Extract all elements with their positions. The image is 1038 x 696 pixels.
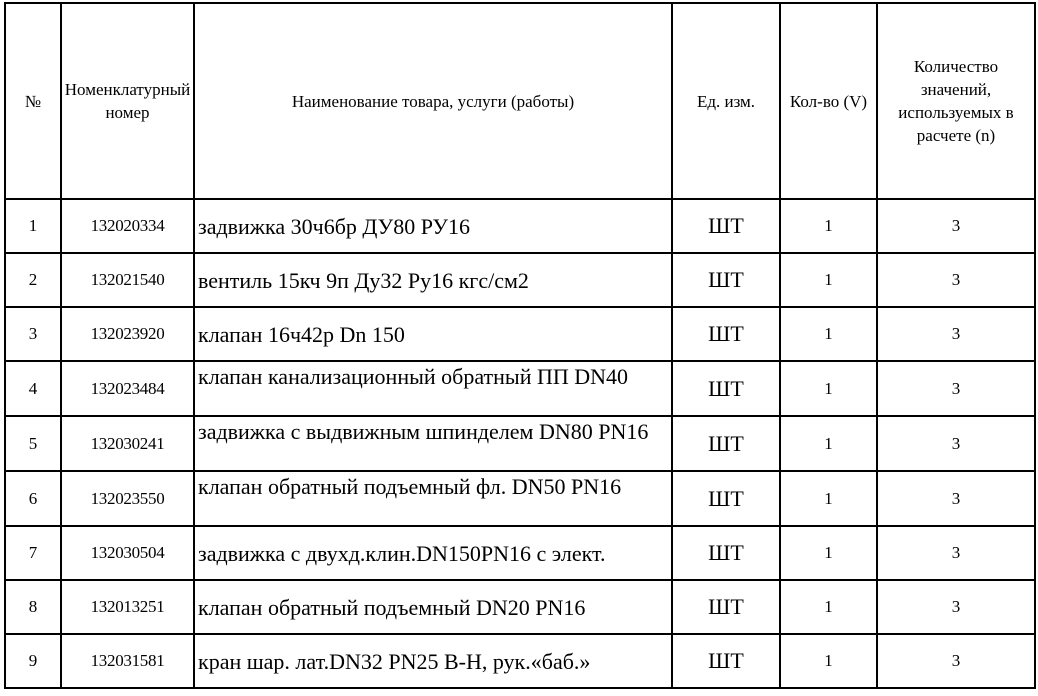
row-quantity: 1 [780, 580, 877, 634]
row-unit: ШТ [672, 471, 780, 526]
row-unit: ШТ [672, 361, 780, 416]
row-number: 6 [5, 471, 61, 526]
table-row [5, 471, 1035, 526]
row-code: 132013251 [61, 580, 194, 634]
row-code: 132023920 [61, 307, 194, 361]
row-unit: ШТ [672, 199, 780, 253]
row-code: 132030504 [61, 526, 194, 580]
row-name: клапан обратный подъемный фл. DN50 PN16 [194, 471, 672, 526]
table-row [5, 307, 1035, 361]
row-number: 2 [5, 253, 61, 307]
header-quantity: Кол-во (V) [780, 3, 877, 199]
row-number: 4 [5, 361, 61, 416]
row-count-values: 3 [877, 526, 1035, 580]
goods-table [4, 2, 1036, 689]
row-quantity: 1 [780, 526, 877, 580]
row-name: клапан канализационный обратный ПП DN40 [194, 361, 672, 416]
table-row [5, 526, 1035, 580]
row-number: 3 [5, 307, 61, 361]
row-quantity: 1 [780, 471, 877, 526]
table-row [5, 199, 1035, 253]
row-name: кран шар. лат.DN32 PN25 В-Н, рук.«баб.» [194, 634, 672, 688]
row-code: 132031581 [61, 634, 194, 688]
row-number: 5 [5, 416, 61, 471]
header-number: № [5, 3, 61, 199]
row-code: 132020334 [61, 199, 194, 253]
row-unit: ШТ [672, 634, 780, 688]
row-name: вентиль 15кч 9п Ду32 Ру16 кгс/см2 [194, 253, 672, 307]
row-quantity: 1 [780, 253, 877, 307]
row-quantity: 1 [780, 361, 877, 416]
row-quantity: 1 [780, 199, 877, 253]
row-count-values: 3 [877, 199, 1035, 253]
row-count-values: 3 [877, 307, 1035, 361]
row-count-values: 3 [877, 416, 1035, 471]
header-code: Номенклатурный номер [61, 3, 194, 199]
row-code: 132023550 [61, 471, 194, 526]
row-unit: ШТ [672, 307, 780, 361]
row-count-values: 3 [877, 361, 1035, 416]
header-name: Наименование товара, услуги (работы) [194, 3, 672, 199]
row-unit: ШТ [672, 526, 780, 580]
row-number: 7 [5, 526, 61, 580]
row-count-values: 3 [877, 253, 1035, 307]
row-name: клапан обратный подъемный DN20 PN16 [194, 580, 672, 634]
row-name: задвижка с двухд.клин.DN150PN16 с элект. [194, 526, 672, 580]
table-row [5, 634, 1035, 688]
row-count-values: 3 [877, 634, 1035, 688]
table-row [5, 361, 1035, 416]
row-quantity: 1 [780, 416, 877, 471]
row-number: 8 [5, 580, 61, 634]
table-row [5, 580, 1035, 634]
row-quantity: 1 [780, 634, 877, 688]
row-code: 132030241 [61, 416, 194, 471]
row-count-values: 3 [877, 580, 1035, 634]
table-row [5, 253, 1035, 307]
row-number: 1 [5, 199, 61, 253]
table-row [5, 416, 1035, 471]
row-name: задвижка с выдвижным шпинделем DN80 PN16 [194, 416, 672, 471]
header-count-values: Количество значений, используемых в расчете (n) [877, 3, 1035, 199]
row-code: 132021540 [61, 253, 194, 307]
header-row [5, 3, 1035, 199]
row-count-values: 3 [877, 471, 1035, 526]
row-name: клапан 16ч42р Dn 150 [194, 307, 672, 361]
row-code: 132023484 [61, 361, 194, 416]
header-unit: Ед. изм. [672, 3, 780, 199]
row-unit: ШТ [672, 580, 780, 634]
row-unit: ШТ [672, 253, 780, 307]
row-number: 9 [5, 634, 61, 688]
row-name: задвижка 30ч6бр ДУ80 РУ16 [194, 199, 672, 253]
row-unit: ШТ [672, 416, 780, 471]
row-quantity: 1 [780, 307, 877, 361]
